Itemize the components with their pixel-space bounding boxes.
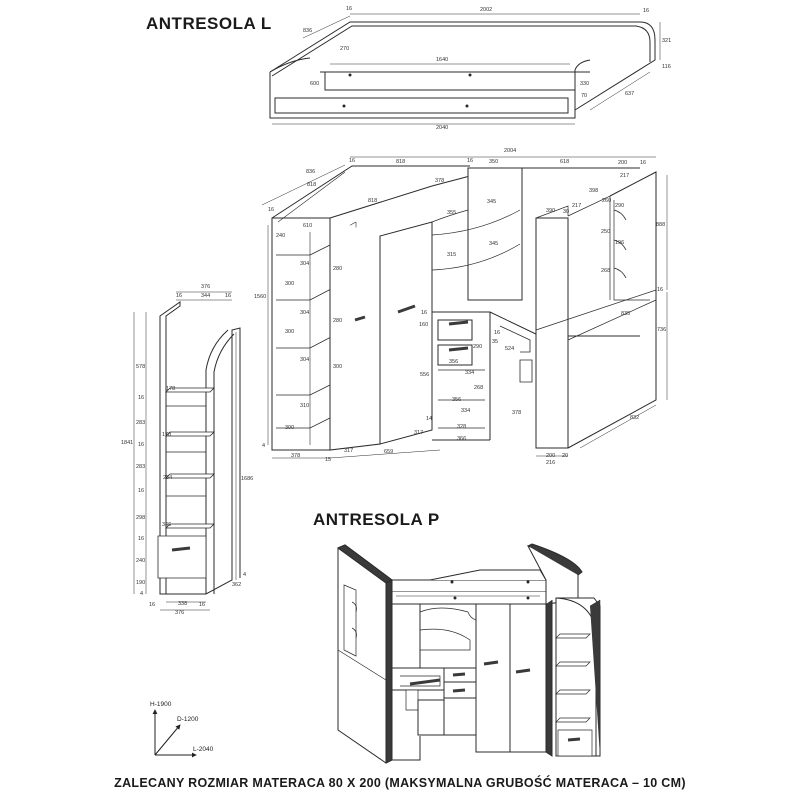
dim-label: 16 xyxy=(225,293,232,299)
dim-label: 378 xyxy=(512,410,522,416)
dim-label: 600 xyxy=(310,81,320,87)
dim-label: 16 xyxy=(268,207,275,213)
dim-label: 178 xyxy=(166,386,176,392)
dim-label: 298 xyxy=(136,515,146,521)
dim-label: 35 xyxy=(492,339,499,345)
dim-label: 390 xyxy=(546,208,556,214)
dim-label: 350 xyxy=(489,159,499,165)
dim-label: 16 xyxy=(657,287,664,293)
dim-label: 556 xyxy=(420,372,430,378)
dim-label: 14 xyxy=(426,416,433,422)
dim-label: 217 xyxy=(572,203,582,209)
dim-label: 334 xyxy=(465,370,475,376)
dim-label: 321 xyxy=(662,38,672,44)
dim-label: 355 xyxy=(447,210,457,216)
dim-label: 250 xyxy=(601,229,611,235)
depth-axis xyxy=(155,725,180,755)
dim-label: 196 xyxy=(615,240,625,246)
axis-label-length: L-2040 xyxy=(193,746,214,753)
dim-label: 270 xyxy=(340,46,350,52)
dim-label: 2004 xyxy=(504,148,517,154)
dim-label: 268 xyxy=(474,385,484,391)
dim-label: 315 xyxy=(447,252,457,258)
dim-label: 16 xyxy=(138,536,145,542)
dim-label: 178 xyxy=(162,432,172,438)
dim-label: 334 xyxy=(461,408,471,414)
dim-label: 356 xyxy=(452,397,462,403)
dim-label: 338 xyxy=(178,601,188,607)
dim-label: 4 xyxy=(262,443,266,449)
dim-label: 398 xyxy=(589,188,599,194)
dim-label: 16 xyxy=(138,488,145,494)
dim-label: 190 xyxy=(136,580,146,586)
dim-label: 304 xyxy=(300,310,310,316)
dim-label: 659 xyxy=(384,449,394,455)
dim-label: 328 xyxy=(457,424,467,430)
dim-label: 330 xyxy=(580,81,590,87)
dim-label: 818 xyxy=(396,159,406,165)
axis-label-height: H-1900 xyxy=(150,701,172,708)
dim-label: 16 xyxy=(138,442,145,448)
dim-label: 2040 xyxy=(436,125,449,131)
dim-label: 20 xyxy=(562,453,569,459)
dim-label: 16 xyxy=(199,602,206,608)
dim-label: 280 xyxy=(333,266,343,272)
dim-label: 578 xyxy=(136,364,146,370)
dim-label: 618 xyxy=(560,159,570,165)
dim-label: 280 xyxy=(333,318,343,324)
dim-label: 16 xyxy=(138,395,145,401)
dim-label: 366 xyxy=(457,436,467,442)
dim-label: 344 xyxy=(201,293,211,299)
dim-label: 290 xyxy=(615,203,625,209)
dim-label: 1640 xyxy=(436,57,449,63)
dim-label: 1560 xyxy=(254,294,267,300)
dim-label: 300 xyxy=(333,364,343,370)
antresola-p-drawing xyxy=(338,544,600,763)
title-antresola-l: ANTRESOLA L xyxy=(146,14,272,33)
dim-label: 610 xyxy=(303,223,313,229)
dim-label: 30 xyxy=(563,209,570,215)
dim-label: 70 xyxy=(581,93,588,99)
dim-label: 160 xyxy=(419,322,429,328)
dim-label: 346 xyxy=(162,522,172,528)
mattress-note: ZALECANY ROZMIAR MATERACA 80 X 200 (MAKSYMALNA GRUBOŚĆ MATERACA – 10 CM) xyxy=(114,776,686,790)
dim-label: 836 xyxy=(303,28,313,34)
dim-label: 283 xyxy=(136,464,146,470)
bed-frame-drawing xyxy=(270,14,660,124)
dim-label: 16 xyxy=(349,158,356,164)
dim-label: 818 xyxy=(368,198,378,204)
dim-label: 376 xyxy=(201,284,211,290)
dim-label: 300 xyxy=(285,425,295,431)
dim-label: 524 xyxy=(505,346,515,352)
dim-label: 16 xyxy=(643,8,650,14)
dim-label: 300 xyxy=(285,329,295,335)
dim-label: 345 xyxy=(489,241,499,247)
dim-label: 836 xyxy=(306,169,316,175)
dim-label: 268 xyxy=(601,268,611,274)
dim-label: 290 xyxy=(473,344,483,350)
dim-label: 888 xyxy=(656,222,666,228)
dim-label: 16 xyxy=(346,6,353,12)
axis-label-depth: D-1200 xyxy=(177,716,199,723)
dim-label: 217 xyxy=(620,173,630,179)
dim-label: 283 xyxy=(136,420,146,426)
dim-label: 378 xyxy=(435,178,445,184)
dim-label: 260 xyxy=(602,198,612,204)
dim-label: 304 xyxy=(300,357,310,363)
dim-label: 116 xyxy=(662,64,671,70)
dim-label: 317 xyxy=(344,448,354,454)
stairs-drawing xyxy=(134,292,240,610)
dim-label: 356 xyxy=(449,359,459,365)
dim-label: 15 xyxy=(325,457,332,463)
dim-label: 832 xyxy=(630,415,640,421)
dim-label: 818 xyxy=(307,182,317,188)
dim-label: 240 xyxy=(136,558,146,564)
dim-label: 835 xyxy=(621,311,631,317)
dim-label: 16 xyxy=(176,293,183,299)
dim-label: 300 xyxy=(285,281,295,287)
dim-label: 200 xyxy=(618,160,628,166)
dim-label: 310 xyxy=(300,403,310,409)
dim-label: 345 xyxy=(487,199,497,205)
title-antresola-p: ANTRESOLA P xyxy=(313,510,440,529)
dim-label: 1686 xyxy=(241,476,254,482)
dim-label: 16 xyxy=(149,602,156,608)
dim-label: 378 xyxy=(291,453,301,459)
dim-label: 317 xyxy=(414,430,424,436)
dim-label: 4 xyxy=(140,591,144,597)
dim-label: 304 xyxy=(300,261,310,267)
dim-label: 234 xyxy=(163,475,173,481)
dim-label: 736 xyxy=(657,327,667,333)
dim-label: 2002 xyxy=(480,7,493,13)
dim-label: 216 xyxy=(546,460,556,466)
dim-label: 637 xyxy=(625,91,635,97)
dim-label: 16 xyxy=(467,158,474,164)
dim-label: 4 xyxy=(243,572,247,578)
dim-label: 16 xyxy=(421,310,428,316)
dim-label: 16 xyxy=(640,160,647,166)
dim-label: 362 xyxy=(232,582,242,588)
dim-label: 16 xyxy=(494,330,501,336)
dim-label: 240 xyxy=(276,233,286,239)
dim-label: 1841 xyxy=(121,440,134,446)
dim-label: 376 xyxy=(175,610,185,616)
dim-label: 200 xyxy=(546,453,556,459)
